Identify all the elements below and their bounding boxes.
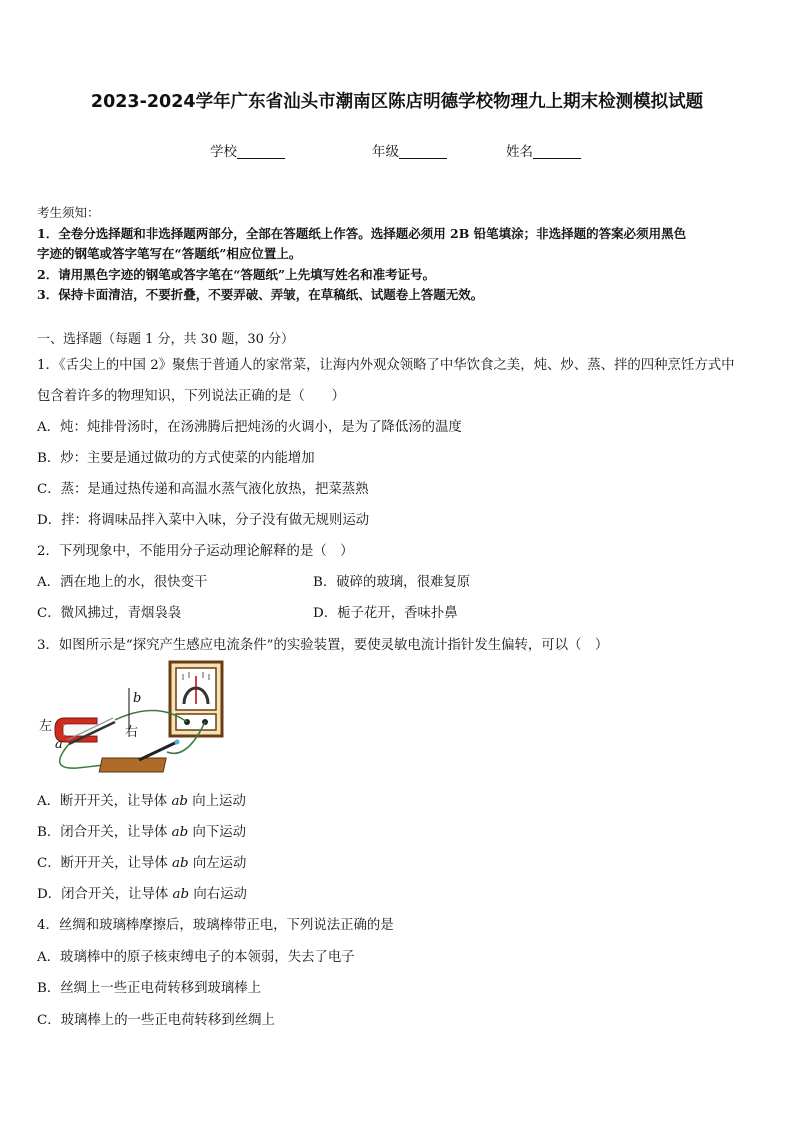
label-right: 右 bbox=[125, 725, 139, 740]
q4-option-b: B．丝绸上一些正电荷转移到玻璃棒上 bbox=[37, 981, 262, 996]
label-a: a bbox=[55, 737, 63, 752]
school-label: 学校 bbox=[210, 144, 237, 160]
notice-item-1-cont: 字迹的钢笔或答字笔写在“答题纸”相应位置上。 bbox=[37, 246, 302, 261]
q1-option-c: C．蒸：是通过热传递和高温水蒸气液化放热，把菜蒸熟 bbox=[37, 482, 369, 497]
q1-stem-line2: 包含着许多的物理知识，下列说法正确的是（ ） bbox=[37, 389, 345, 404]
q3-d-pre: D．闭合开关，让导体 bbox=[37, 887, 173, 902]
notice-item-3: 3．保持卡面清洁，不要折叠，不要弄破、弄皱，在草稿纸、试题卷上答题无效。 bbox=[37, 287, 484, 302]
experiment-illustration bbox=[37, 660, 237, 782]
q1-option-b: B．炒：主要是通过做功的方式使菜的内能增加 bbox=[37, 451, 315, 466]
q2-option-d: D．栀子花开，香味扑鼻 bbox=[313, 606, 458, 621]
q3-c-var: ab bbox=[172, 856, 189, 871]
exam-notice bbox=[37, 203, 759, 306]
section-heading: 一、选择题（每题 1 分，共 30 题，30 分） bbox=[37, 332, 295, 347]
q3-option-b bbox=[37, 821, 246, 840]
galvanometer-terminal-plate bbox=[176, 714, 216, 730]
q2-option-b: B．破碎的玻璃，很难复原 bbox=[313, 575, 471, 590]
notice-item-2: 2．请用黑色字迹的钢笔或答字笔在“答题纸”上先填写姓名和准考证号。 bbox=[37, 266, 436, 282]
q3-d-post: 向右运动 bbox=[189, 887, 247, 902]
q3-a-var: ab bbox=[171, 794, 189, 809]
grade-field bbox=[372, 140, 447, 160]
q3-d-var: ab bbox=[172, 887, 190, 902]
q3-b-post: 向下运动 bbox=[188, 825, 247, 840]
school-field bbox=[210, 140, 285, 160]
grade-label: 年级 bbox=[372, 144, 399, 160]
switch-base bbox=[99, 758, 166, 772]
q4-stem: 4．丝绸和玻璃棒摩擦后，玻璃棒带正电，下列说法正确的是 bbox=[37, 918, 394, 933]
q3-a-pre: A．断开开关，让导体 bbox=[37, 794, 172, 809]
q3-c-pre: C．断开开关，让导体 bbox=[37, 856, 173, 871]
grade-blank[interactable] bbox=[399, 144, 447, 159]
q2-stem: 2．下列现象中，不能用分子运动理论解释的是（ ） bbox=[37, 544, 354, 559]
q2-option-a: A．洒在地上的水，很快变干 bbox=[37, 575, 208, 590]
name-field bbox=[506, 140, 581, 160]
q3-b-pre: B．闭合开关，让导体 bbox=[37, 825, 172, 840]
q1-option-a: A．炖：炖排骨汤时，在汤沸腾后把炖汤的火调小，是为了降低汤的温度 bbox=[37, 420, 462, 435]
switch-contact bbox=[175, 740, 180, 745]
label-left: 左 bbox=[39, 719, 53, 734]
q2-option-c: C．微风拂过，青烟袅袅 bbox=[37, 606, 182, 621]
induction-experiment-figure bbox=[37, 660, 237, 782]
notice-heading: 考生须知： bbox=[37, 205, 100, 220]
page-title: 2023-2024学年广东省汕头市潮南区陈店明德学校物理九上期末检测模拟试题 bbox=[90, 92, 704, 112]
q1-stem-line1: 1．《舌尖上的中国 2》聚焦于普通人的家常菜，让海内外观众领略了中华饮食之美，炖、炒、蒸、拌的四种烹饪方式中 bbox=[37, 358, 735, 373]
name-blank[interactable] bbox=[533, 144, 581, 159]
q3-stem: 3．如图所示是“探究产生感应电流条件”的实验装置，要使灵敏电流计指针发生偏转，可以（ ） bbox=[37, 638, 609, 653]
q3-option-c bbox=[37, 852, 246, 871]
q1-option-d: D．拌：将调味品拌入菜中入味，分子没有做无规则运动 bbox=[37, 513, 370, 528]
q3-c-post: 向左运动 bbox=[188, 856, 247, 871]
label-b: b bbox=[133, 691, 142, 706]
notice-item-1: 1．全卷分选择题和非选择题两部分，全部在答题纸上作答。选择题必须用 2B 铅笔填涂；非选择题的答案必须用黑色 bbox=[37, 225, 687, 241]
q3-b-var: ab bbox=[171, 825, 189, 840]
name-label: 姓名 bbox=[506, 144, 533, 160]
q3-option-a bbox=[37, 790, 246, 809]
school-blank[interactable] bbox=[237, 144, 285, 159]
q4-option-a: A．玻璃棒中的原子核束缚电子的本领弱，失去了电子 bbox=[37, 950, 355, 965]
q3-option-d bbox=[37, 883, 247, 902]
q4-option-c: C．玻璃棒上的一些正电荷转移到丝绸上 bbox=[37, 1013, 275, 1028]
q3-a-post: 向上运动 bbox=[188, 794, 246, 809]
switch-lever bbox=[139, 742, 177, 760]
